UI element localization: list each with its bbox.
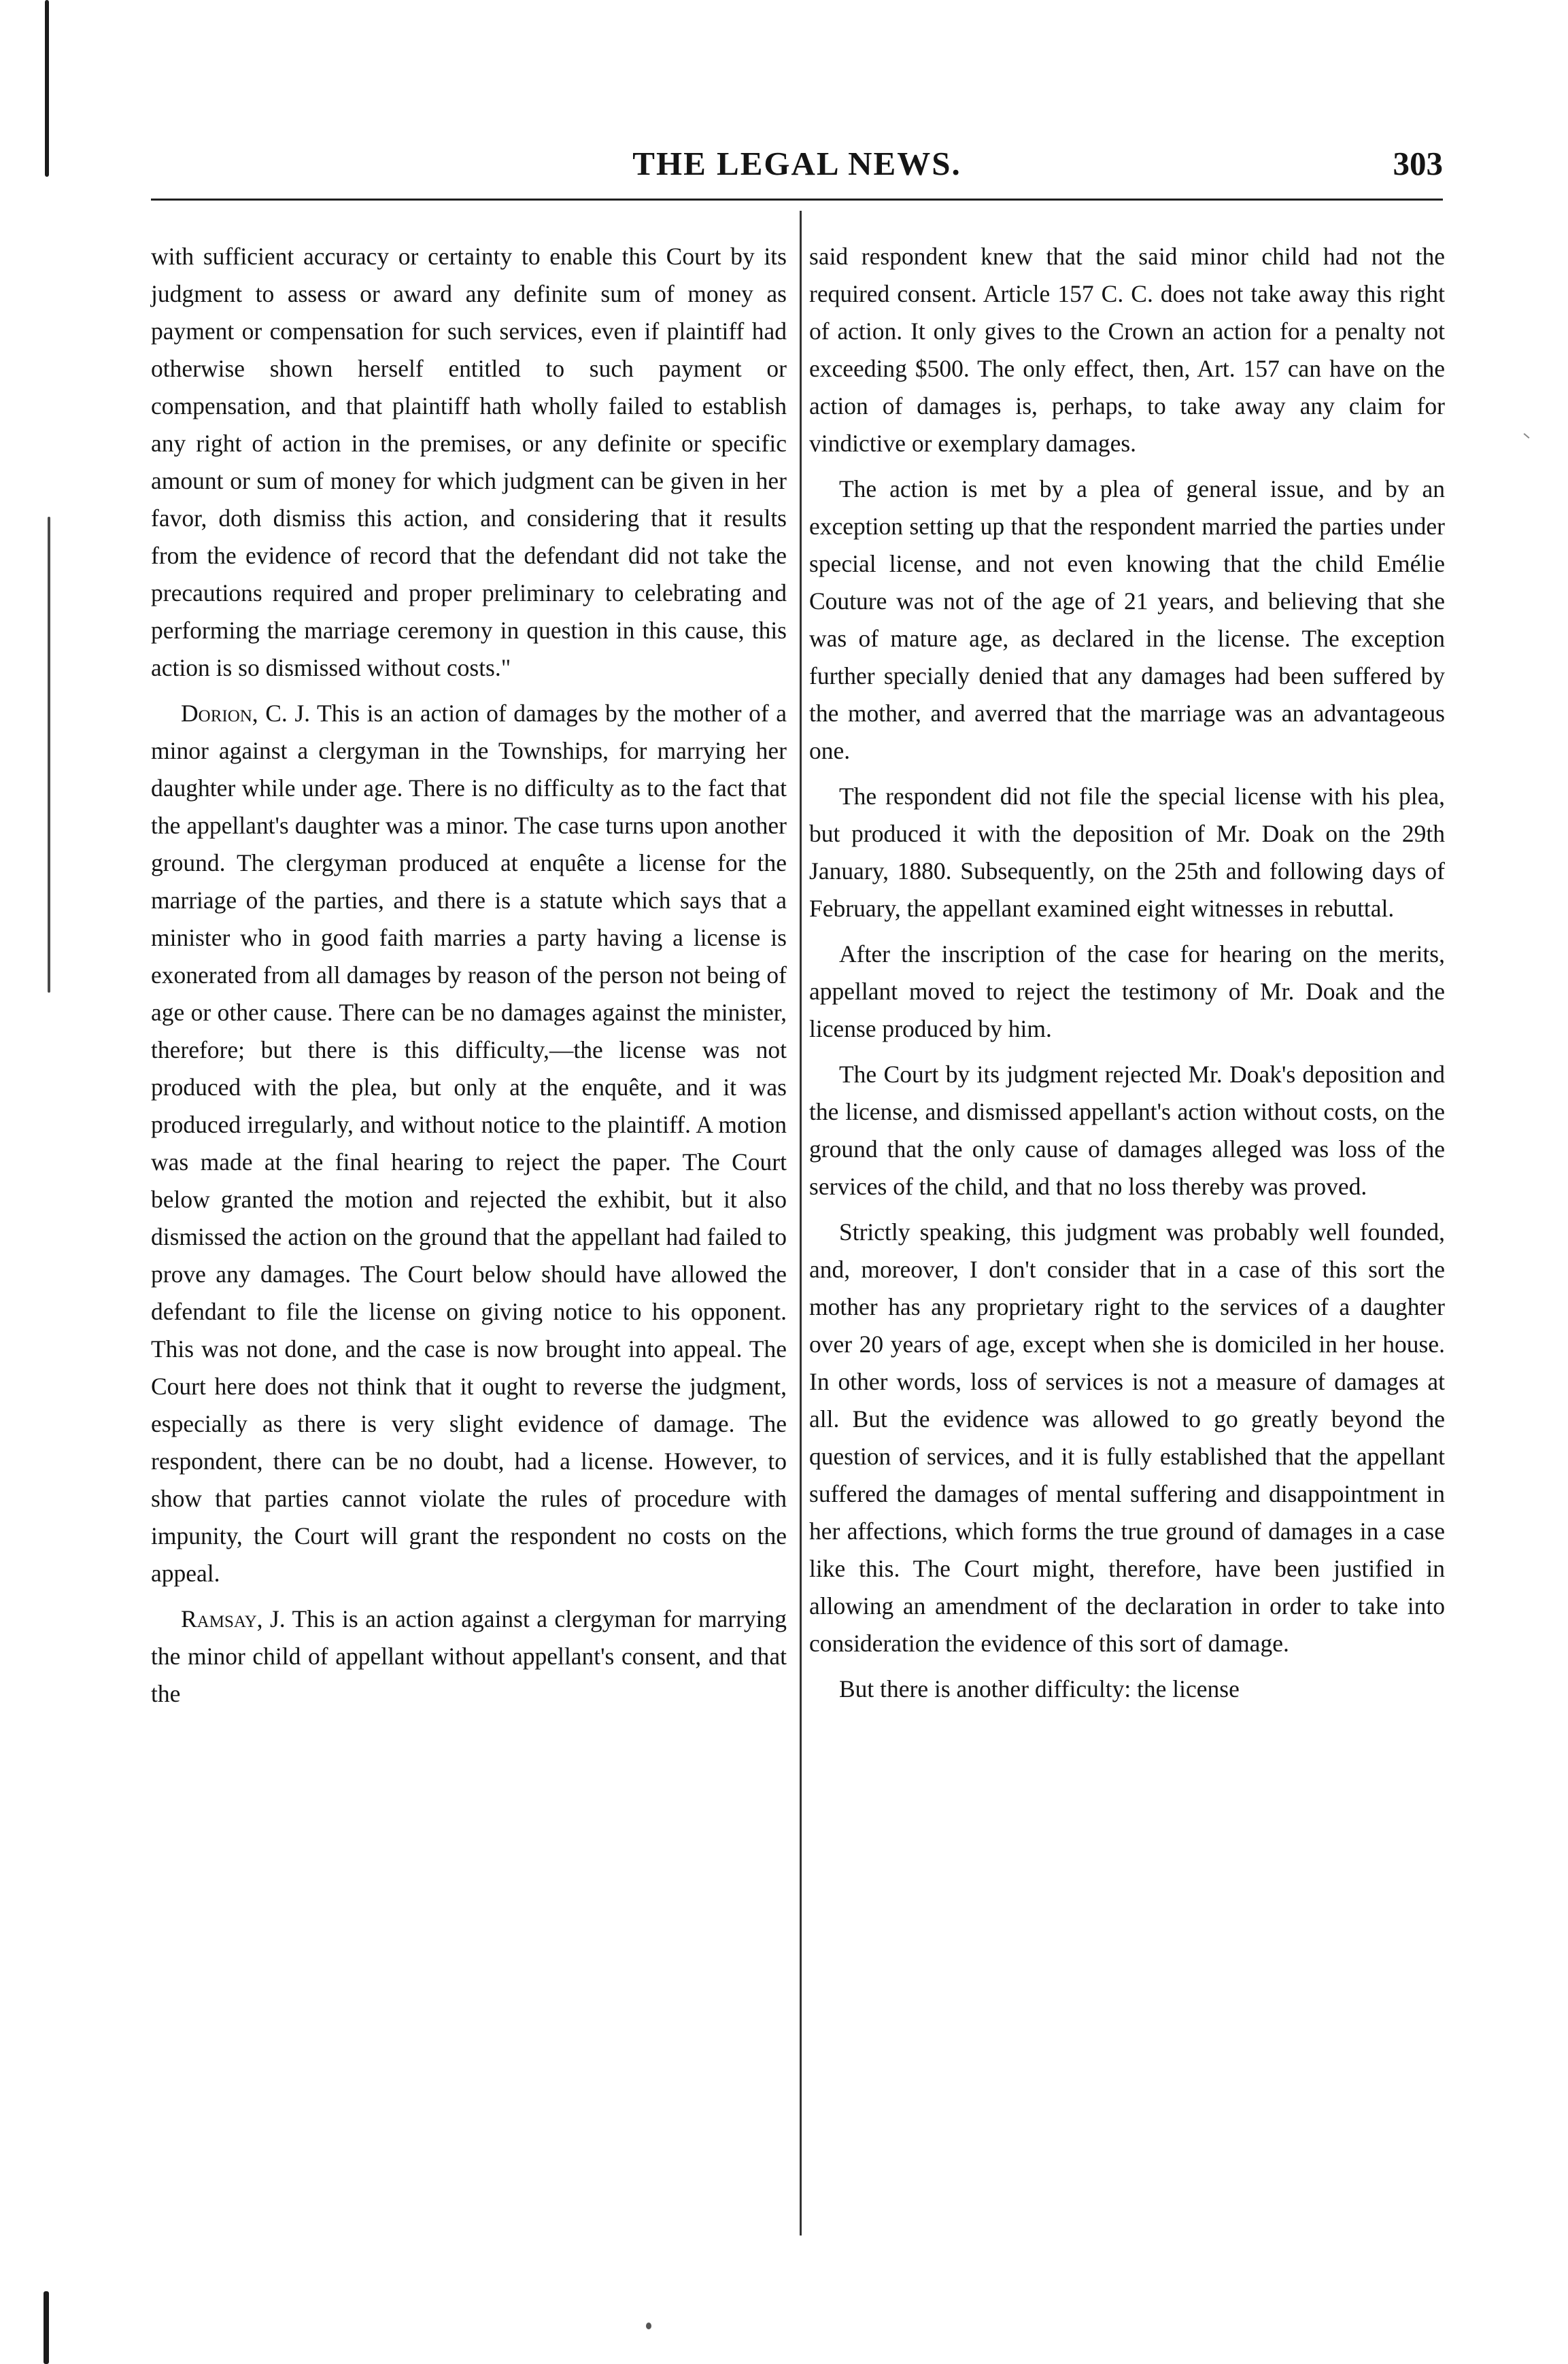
scan-binding-edge-top bbox=[45, 0, 49, 177]
scan-binding-edge-middle bbox=[48, 517, 50, 993]
left-column bbox=[151, 238, 787, 1721]
motion-paragraph: After the inscription of the case for hearing on the merits, appellant moved to reject the testimony of Mr. Doak and the license produced by him. bbox=[809, 940, 1445, 1042]
continued-judgment-paragraph: with sufficient accuracy or certainty to enable this Court by its judgment to assess or award any definite sum of money as payment or compensation for such services, even if plaintiff had otherwise shown herself entitled to such payment or compensation, and that plaintiff hath wholly failed to establish any right of action in the premises, or any definite or specific amount or sum of money for which judgment can be given in her favor, doth dismiss this action, and considering that it results from the evidence of record that the defendant did not take the precautions required and proper preliminary to celebrating and performing the marriage ceremony in question in this cause, this action is so dismissed without costs." bbox=[151, 243, 787, 681]
running-head bbox=[151, 144, 1443, 199]
publication-title: THE LEGAL NEWS. bbox=[632, 145, 961, 182]
scan-speck bbox=[646, 2323, 651, 2329]
ramsay-opinion-paragraph bbox=[151, 1600, 787, 1713]
scan-binding-edge-bottom bbox=[44, 2291, 49, 2364]
plea-paragraph: The action is met by a plea of general issue, and by an exception setting up that the respondent married the parties under special license, and not even knowing that the child Emélie Couture was not of the age of 21 years, and believing that she was of mature age, as declared in the license. The exception further specially denied that any damages had been suffered by the mother, and averred that the marriage was an advantageous one. bbox=[809, 475, 1445, 764]
judgment-paragraph: The Court by its judgment rejected Mr. Doak's deposition and the license, and dismissed appellant's action without costs, on the ground that the only cause of damages alleged was loss of the services of the child, and that no loss thereby was proved. bbox=[809, 1061, 1445, 1200]
scan-speck bbox=[1524, 433, 1530, 439]
judge-name: Dorion, C. J. bbox=[181, 700, 311, 727]
column-divider bbox=[800, 211, 802, 2235]
continued-opinion-paragraph: said respondent knew that the said minor child had not the required consent. Article 157 C. C. does not take away this right of action. It only gives to the Crown an action for a penalty not exceeding $500. The only effect, then, Art. 157 can have on the action of damages is, perhaps, to take away any claim for vindictive or exemplary damages. bbox=[809, 243, 1445, 457]
page-number: 303 bbox=[1393, 145, 1443, 182]
opinion-text: This is an action against a clergyman for marrying the minor child of appellant without appellant's consent, and that the bbox=[151, 1605, 787, 1707]
right-column bbox=[809, 238, 1445, 1716]
header-rule bbox=[151, 199, 1443, 201]
dorion-opinion-paragraph bbox=[151, 695, 787, 1592]
license-deposition-paragraph: The respondent did not file the special license with his plea, but produced it with the deposition of Mr. Doak on the 29th January, 1880. Subsequently, on the 25th and following days of February, the appellant examined eight witnesses in rebuttal. bbox=[809, 783, 1445, 922]
damages-paragraph: Strictly speaking, this judgment was probably well founded, and, moreover, I don't consider that in a case of this sort the mother has any proprietary right to the services of a daughter over 20 years of age, except when she is domiciled in her house. In other words, loss of services is not a measure of damages at all. But the evidence was allowed to go greatly beyond the question of services, and it is fully established that the appellant suffered the damages of mental suffering and disappointment in her affections, which forms the true ground of damages in a case like this. The Court might, therefore, have been justified in allowing an amendment of the declaration in order to take into consideration the evidence of this sort of damage. bbox=[809, 1218, 1445, 1657]
judge-name: Ramsay, J. bbox=[181, 1605, 286, 1632]
opinion-text: This is an action of damages by the mother of a minor against a clergyman in the Townships, for marrying her daughter while under age. There is no difficulty as to the fact that the appellant's daughter was a minor. The case turns upon another ground. The clergyman produced at enquête a license for the marriage of the parties, and there is a statute which says that a minister who in good faith marries a party having a license is exonerated from all damages by reason of the person not being of age or other cause. There can be no damages against the minister, therefore; but there is this difficulty,—the license was not produced with the plea, but only at the enquête, and it was produced irregularly, and without notice to the plaintiff. A motion was made at the final hearing to reject the paper. The Court below granted the motion and rejected the exhibit, but it also dismissed the action on the ground that the appellant had failed to prove any damages. The Court below should have allowed the defendant to file the license on giving notice to his opponent. This was not done, and the case is now brought into appeal. The Court here does not think that it ought to reverse the judgment, especially as there is very slight evidence of damage. The respondent, there can be no doubt, had a license. However, to show that parties cannot violate the rules of procedure with impunity, the Court will grant the respondent no costs on the appeal. bbox=[151, 700, 787, 1587]
difficulty-paragraph: But there is another difficulty: the license bbox=[839, 1675, 1240, 1702]
